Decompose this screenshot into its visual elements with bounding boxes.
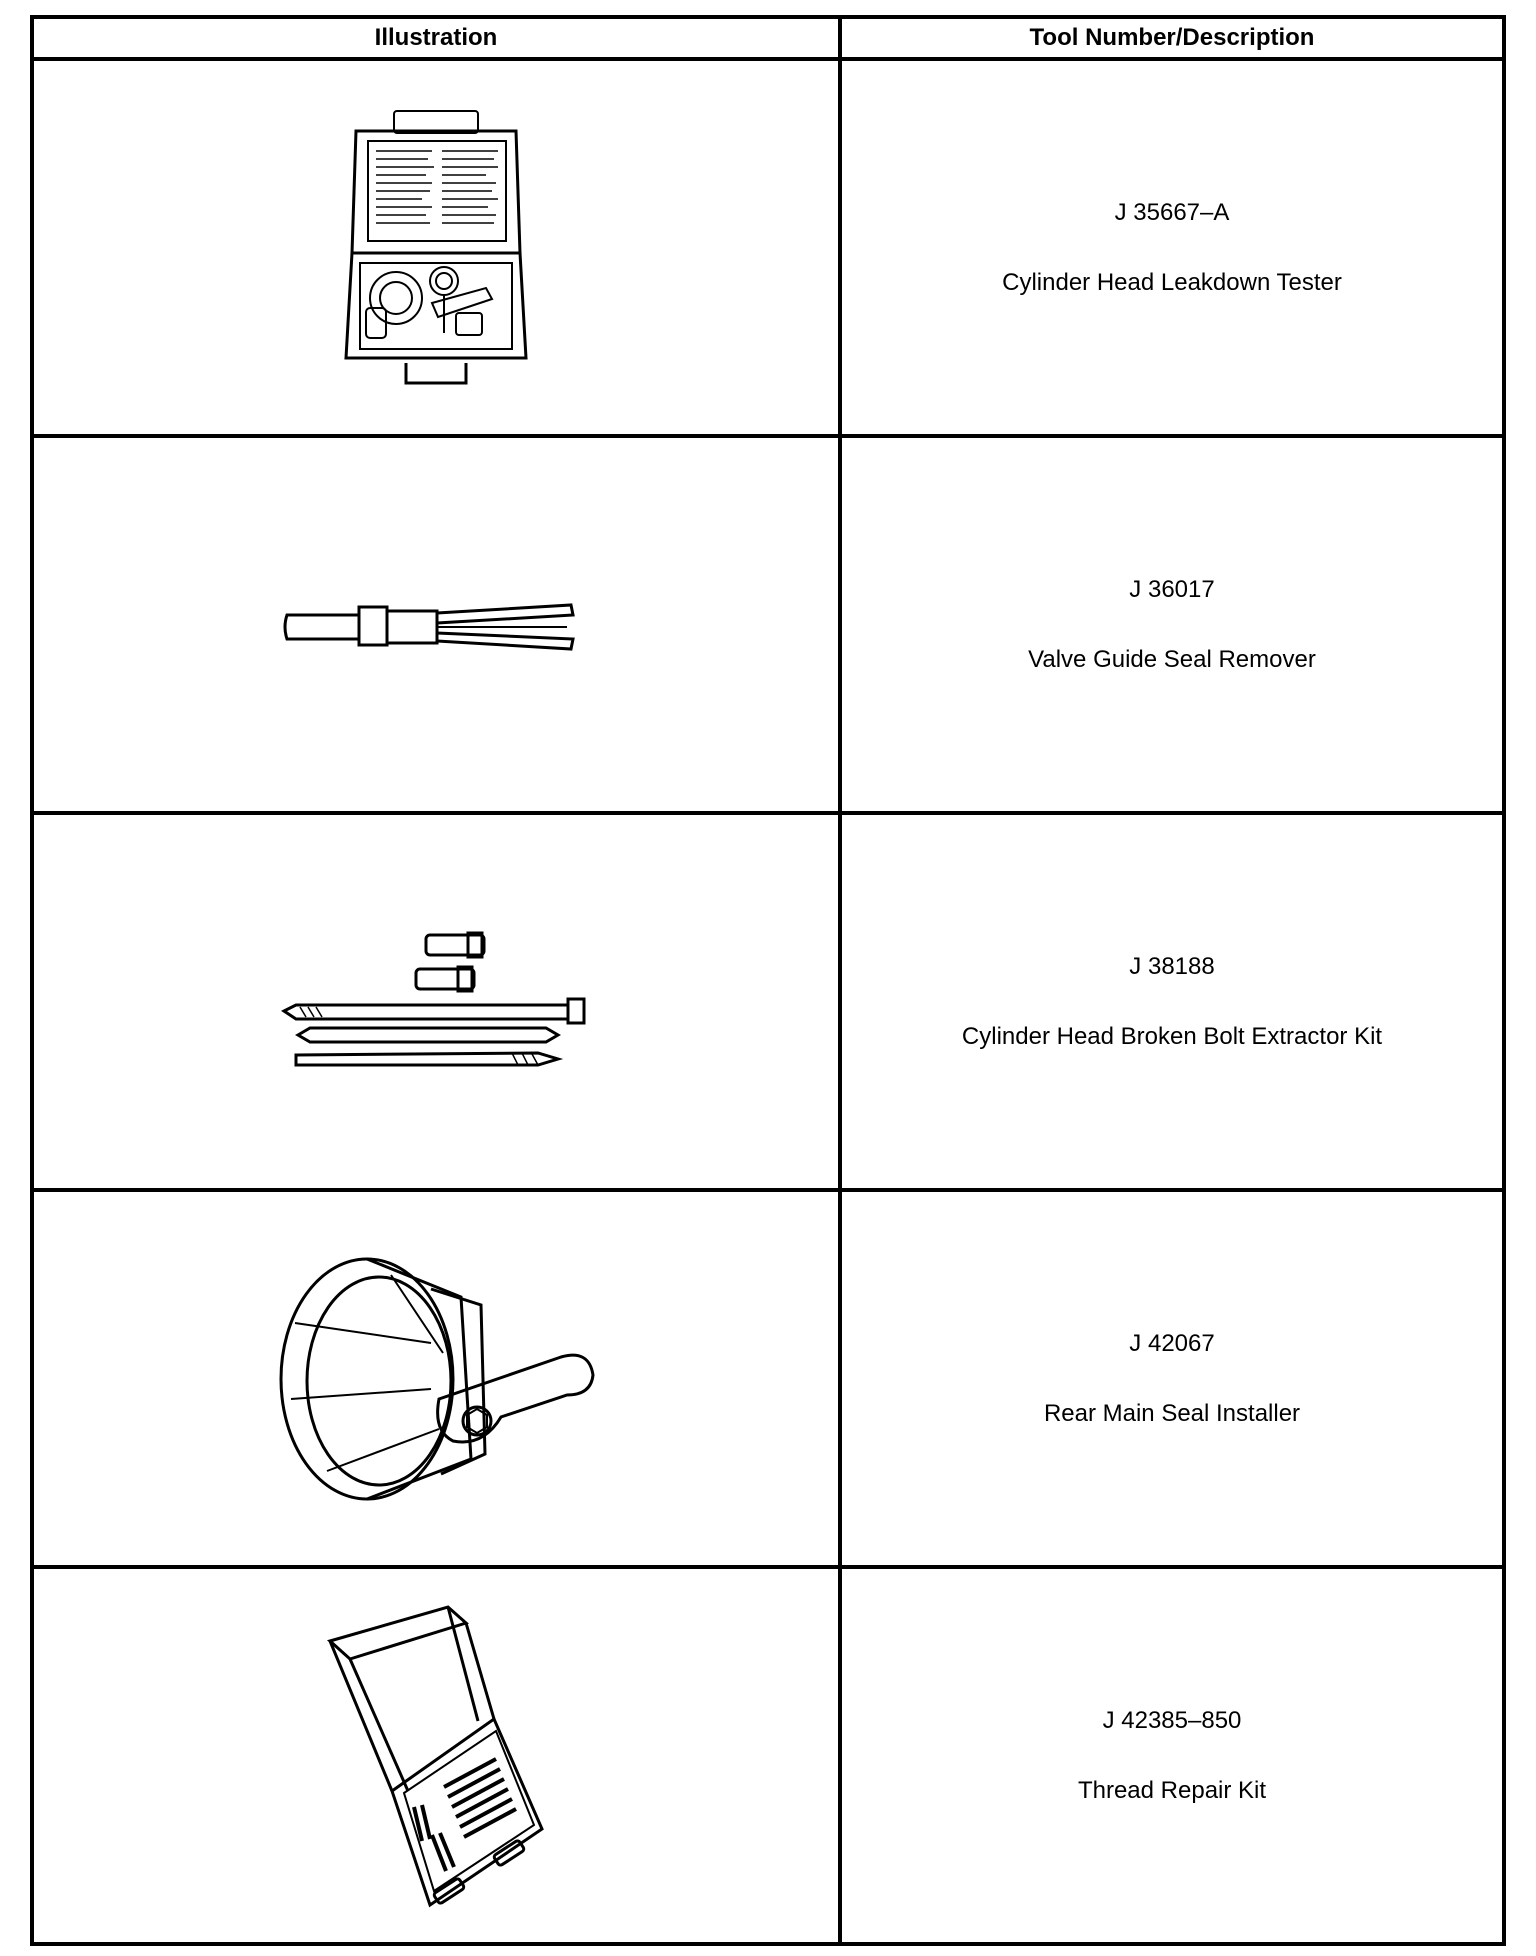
tool-description: Valve Guide Seal Remover <box>1028 645 1316 673</box>
table-row <box>32 1190 1504 1567</box>
illustration-cell <box>32 1567 840 1944</box>
bolt-extractor-kit-illustration <box>276 927 596 1077</box>
illustration-cell <box>32 1190 840 1567</box>
tool-description: Cylinder Head Leakdown Tester <box>1002 268 1342 296</box>
illustration-header: Illustration <box>32 17 840 59</box>
rear-main-seal-installer-illustration <box>271 1249 601 1509</box>
description-cell <box>840 1567 1504 1944</box>
table-row <box>32 1567 1504 1944</box>
table-row <box>32 436 1504 813</box>
special-tools-table <box>30 15 1506 1946</box>
tool-number: J 36017 <box>1129 575 1215 603</box>
tool-description: Thread Repair Kit <box>1077 1776 1267 1804</box>
illustration-cell <box>32 813 840 1190</box>
table-row <box>32 59 1504 436</box>
description-cell <box>840 1190 1504 1567</box>
tool-number: J 42067 <box>1129 1329 1215 1357</box>
tool-description: Rear Main Seal Installer <box>1043 1399 1301 1427</box>
leakdown-tester-case-illustration <box>336 103 536 393</box>
tool-number: J 35667–A <box>1114 198 1230 226</box>
illustration-cell <box>32 436 840 813</box>
tool-number: J 42385–850 <box>1102 1706 1242 1734</box>
table-row <box>32 813 1504 1190</box>
description-header: Tool Number/Description <box>840 17 1504 59</box>
table-header-row <box>32 17 1504 59</box>
thread-repair-kit-case-illustration <box>316 1601 556 1911</box>
illustration-cell <box>32 59 840 436</box>
tool-number: J 38188 <box>1129 952 1215 980</box>
description-cell <box>840 436 1504 813</box>
valve-seal-remover-illustration <box>281 595 591 655</box>
description-cell <box>840 59 1504 436</box>
description-cell <box>840 813 1504 1190</box>
tool-description: Cylinder Head Broken Bolt Extractor Kit <box>961 1022 1383 1050</box>
